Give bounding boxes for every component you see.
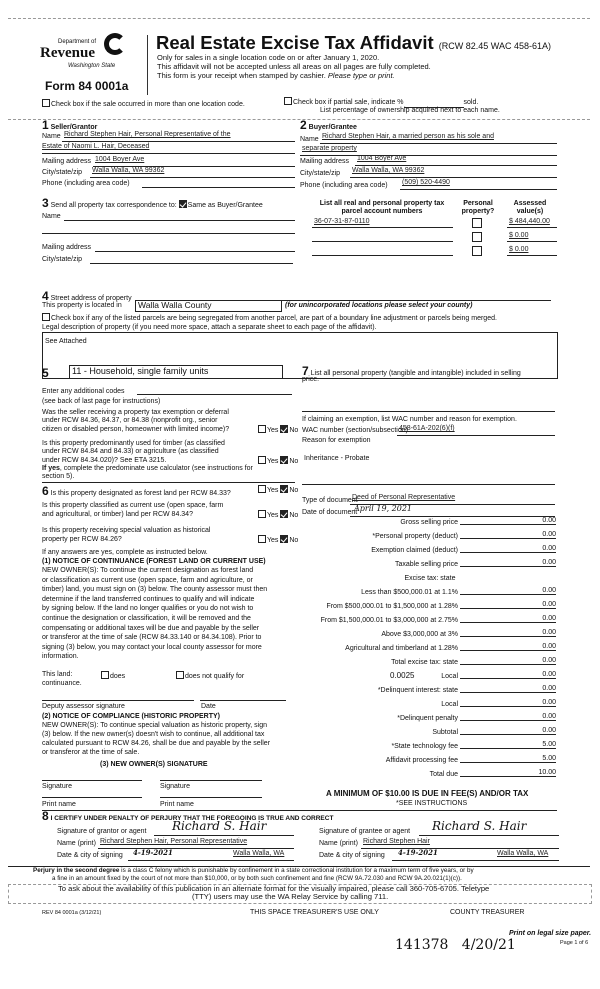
q1-line2: under RCW 84.36, 84.37, or 84.38 (nonprofit org., senior <box>42 417 218 424</box>
grantee-signature[interactable]: Richard S. Hair <box>432 819 527 833</box>
title-ref: (RCW 82.45 WAC 458-61A) <box>438 41 551 51</box>
no-label: No <box>289 458 299 465</box>
legal-paper-note: Print on legal size paper. <box>509 930 592 937</box>
header-line3-text: This form is your receipt when stamped by cashier. <box>157 71 326 80</box>
notice2-title: (2) NOTICE OF COMPLIANCE (HISTORIC PROPERTY) <box>42 713 220 720</box>
print-name-label: Print name <box>160 801 194 808</box>
seller-mailing[interactable]: 1004 Boyer Ave <box>95 156 145 163</box>
legal-label: Legal description of property (if you need more space, attach a separate sheet to each page of the affidavit). <box>42 324 377 331</box>
yes-checkbox[interactable] <box>258 485 266 493</box>
fee-label: From $1,500,000.01 to $3,000,000 at 2.75% <box>320 617 458 624</box>
segregate-checkbox-row[interactable] <box>42 313 497 323</box>
yes-checkbox[interactable] <box>258 425 266 433</box>
county-select[interactable] <box>135 300 282 312</box>
q2-note <box>42 465 253 473</box>
dor-logo-icon <box>104 33 126 55</box>
notice1-line: NEW OWNER(S): To continue the current designation as forest land <box>42 567 254 574</box>
segregate-label: Check box if any of the listed parcels are being segregated from another parcel, are part of a boundary line adjustment or parcels being merged. <box>51 315 497 322</box>
multi-location-checkbox[interactable] <box>42 99 245 109</box>
perjury-bold: Perjury in the second degree <box>33 867 120 874</box>
codes-note: (see back of last page for instructions) <box>42 398 161 405</box>
exempt-label: If claiming an exemption, list WAC number and reason for exemption. <box>302 416 517 423</box>
deputy-date-field[interactable] <box>200 700 286 701</box>
owner-print-field-2[interactable] <box>160 797 262 798</box>
fee-label: Taxable selling price <box>394 561 458 568</box>
grantee-name-label: Name (print) <box>319 840 358 847</box>
notice1-line: continue the designation or classification, it will be removed and the <box>42 615 251 622</box>
no-checkbox[interactable] <box>280 535 288 543</box>
fee-label: Agricultural and timberland at 1.28% <box>345 645 458 652</box>
notice1-line: compensating or additional taxes will be due and payable by the seller <box>42 624 260 632</box>
fee-value[interactable]: 0.00 <box>460 587 556 595</box>
buyer-name-line2[interactable]: separate property <box>302 145 357 152</box>
corr-city-label: City/state/zip <box>42 256 83 263</box>
fee-value[interactable]: 0.00 <box>460 531 556 539</box>
fee-value[interactable]: 10.00 <box>460 769 556 777</box>
street-label: Street address of property <box>50 295 132 302</box>
s6-q3-line1: Is this property receiving special valuation as historical <box>42 527 211 534</box>
doc-type-value[interactable]: Deed of Personal Representative <box>352 494 456 501</box>
fee-label: Affidavit processing fee <box>385 757 458 764</box>
doc-date-label: Date of document <box>302 509 358 516</box>
yes-label: Yes <box>267 512 279 519</box>
segregate-checkbox[interactable] <box>42 313 50 321</box>
print-name-label: Print name <box>42 801 76 808</box>
does-not-checkbox[interactable] <box>176 671 184 679</box>
grantor-city[interactable]: Walla Walla, WA <box>233 850 285 857</box>
fee-label: *State technology fee <box>391 743 458 750</box>
notice1-title: (1) NOTICE OF CONTINUANCE (FOREST LAND OR CURRENT USE) <box>42 558 266 565</box>
yes-label: Yes <box>267 427 279 434</box>
reason-value[interactable]: Inheritance - Probate <box>304 455 370 462</box>
rev-number: REV 84 0001a (3/12/21) <box>42 910 102 916</box>
s6-q1 <box>42 485 231 498</box>
parcel-header: List all real and personal property tax parcel account numbers <box>319 200 445 215</box>
county-note: (for unincorporated locations please select your county) <box>285 302 473 309</box>
corr-name-field[interactable] <box>64 220 295 221</box>
value-underline <box>507 227 557 228</box>
q2-line3: under RCW 84.34.020)? See ETA 3215. <box>42 457 167 464</box>
parcel-number[interactable]: 36-07-31-87-0110 <box>314 218 370 225</box>
assessed-value[interactable]: $ 484,440.00 <box>509 218 550 225</box>
underline <box>392 860 559 861</box>
no-label: No <box>289 537 299 544</box>
underline <box>128 860 294 861</box>
minimum-notice: A MINIMUM OF $10.00 IS DUE IN FEE(S) AND/OR TAX <box>326 789 529 798</box>
checkbox[interactable] <box>42 99 50 107</box>
yes-checkbox[interactable] <box>258 510 266 518</box>
ownership-note: List percentage of ownership acquired next to each name. <box>320 107 500 114</box>
buyer-name-label: Name <box>300 136 319 143</box>
section-number: 8 <box>42 809 49 823</box>
underline <box>62 141 295 142</box>
multi-location-label: Check box if the sale occurred in more than one location code. <box>51 101 245 108</box>
perjury-text: is a class C felony which is punishable by confinement in a state correctional institution for a maximum term of five years, or by <box>119 867 474 874</box>
same-as-buyer-checkbox[interactable] <box>179 200 187 208</box>
notice1-line: or transferor at the time of sale (RCW 84.33.140 or 84.34.108). Prior to <box>42 634 262 642</box>
fee-label: *Personal property (deduct) <box>372 533 458 540</box>
see-instructions: *SEE INSTRUCTIONS <box>396 800 468 807</box>
notice1-line: or classification as current use (open space, farm and agriculture, or <box>42 576 253 584</box>
county-value: Walla Walla County <box>138 300 212 310</box>
fee-label: Gross selling price <box>400 519 458 526</box>
checkbox[interactable] <box>284 97 292 105</box>
underline <box>355 165 557 166</box>
fee-label: Less than $500,000.01 at 1.1% <box>361 589 458 596</box>
yes-checkbox[interactable] <box>258 535 266 543</box>
q1-line3: citizen or disabled person, homeowner with limited income)? <box>42 426 230 433</box>
deputy-sig-label: Deputy assessor signature <box>42 703 125 710</box>
divider <box>42 482 295 483</box>
buyer-mailing[interactable]: 1004 Boyer Ave <box>357 155 407 162</box>
s7-label-l2: price. <box>302 376 320 383</box>
continuance-label: continuance. <box>42 680 82 687</box>
seller-phone-field[interactable] <box>142 187 295 188</box>
tty-line1: To ask about the availability of this publication in an alternate format for the visually impaired, please call 360-705-6705. Teletype <box>58 884 490 893</box>
yes-label: Yes <box>267 487 279 494</box>
value-underline <box>507 241 557 242</box>
fee-label: *Delinquent interest: state <box>377 687 458 694</box>
section-number: 6 <box>42 484 49 498</box>
notice2-line: calculated pursuant to RCW 84.26, shall be due and payable by the seller <box>42 740 271 747</box>
this-land-label: This land: <box>42 671 73 678</box>
corr-mailing-label: Mailing address <box>42 244 92 251</box>
owner-print-field-1[interactable] <box>42 797 142 798</box>
notice1-line: determine if the land transferred continues to qualify and will indicate <box>42 595 255 603</box>
grantee-sig-label: Signature of grantee or agent <box>319 828 411 835</box>
grantee-name[interactable]: Richard Stephen Hair <box>363 838 430 845</box>
correspondence-label: Send all property tax correspondence to: <box>50 202 177 209</box>
no-checkbox[interactable] <box>280 425 288 433</box>
personal-property-checkbox[interactable] <box>472 232 482 242</box>
section-number: 5 <box>42 366 49 380</box>
personal-header: Personal property? <box>461 200 495 215</box>
underline <box>302 484 555 485</box>
assessed-header: Assessed value(s) <box>513 200 547 215</box>
use-code-value: 11 - Household, single family units <box>72 366 209 376</box>
underline <box>90 177 295 178</box>
s6-q1-answer <box>258 485 298 495</box>
parcel-underline <box>312 255 453 256</box>
s7-label-text: List all personal property (tangible and intangible) included in selling <box>310 370 521 377</box>
notice1-line: signing (3) below, you may contact your local county assessor for more <box>42 643 262 651</box>
grantor-date-label: Date & city of signing <box>57 852 123 859</box>
q1-line1: Was the seller receiving a property tax exemption or deferral <box>42 409 229 416</box>
q2-note2: section 5). <box>42 473 75 480</box>
buyer-phone[interactable]: (509) 520-4490 <box>402 179 450 186</box>
fee-value[interactable]: 0.00 <box>460 629 556 637</box>
fee-label: Above $3,000,000 at 3% <box>381 631 458 638</box>
grantor-name-label: Name (print) <box>57 840 96 847</box>
seller-city[interactable]: Walla Walla, WA 99362 <box>92 167 165 174</box>
fee-value[interactable]: 0.00 <box>460 559 556 567</box>
agency-line1: Department of <box>58 39 97 45</box>
s6-q3-answer <box>258 535 298 545</box>
personal-property-field[interactable] <box>302 411 555 412</box>
s6-q2-answer <box>258 510 298 520</box>
wac-value[interactable]: 458-61A-202(6)(f) <box>399 425 455 432</box>
fee-value[interactable]: 0.00 <box>460 699 556 707</box>
reason-label: Reason for exemption <box>302 437 371 444</box>
s6-q2-line1: Is this property classified as current use (open space, farm <box>42 502 224 509</box>
fee-label: *Delinquent penalty <box>397 715 458 722</box>
fee-value[interactable]: 0.00 <box>460 615 556 623</box>
assessed-value[interactable]: $ 0.00 <box>509 246 529 253</box>
fee-value[interactable]: 0.00 <box>460 545 556 553</box>
notice1-line: by signing below. If the land no longer qualifies or you do not wish to <box>42 605 254 613</box>
buyer-name-line1[interactable]: Richard Stephen Hair, a married person as his sole and <box>322 133 494 140</box>
seller-name-line2[interactable]: Estate of Naomi L. Hair, Deceased <box>42 143 150 150</box>
perjury-line1 <box>33 868 474 875</box>
codes-label: Enter any additional codes <box>42 388 125 395</box>
fee-value[interactable]: 0.00 <box>460 727 556 735</box>
s7-label <box>302 365 521 378</box>
assessed-value[interactable]: $ 0.00 <box>509 232 529 239</box>
does-not-checkbox-row[interactable] <box>176 671 244 681</box>
does-not-label: does not qualify for <box>185 673 245 680</box>
fee-label: Local <box>441 701 458 708</box>
no-label: No <box>289 487 299 494</box>
fee-value[interactable]: 0.00 <box>460 671 556 679</box>
fee-value[interactable]: 0.00 <box>460 685 556 693</box>
underline <box>154 835 294 836</box>
agency-line3: Washington State <box>68 63 116 69</box>
underline <box>320 143 557 144</box>
fee-label: Subtotal <box>432 729 458 736</box>
personal-property-checkbox[interactable] <box>472 246 482 256</box>
county-treasurer: COUNTY TREASURER <box>450 909 525 916</box>
fee-value[interactable]: 0.00 <box>460 713 556 721</box>
use-code-select[interactable] <box>69 365 283 379</box>
seller-heading-text: Seller/Grantor <box>50 124 98 131</box>
yes-label: Yes <box>267 537 279 544</box>
q1-answer <box>258 425 298 435</box>
grantor-date[interactable]: 4-19-2021 <box>133 848 173 857</box>
seller-name-line1[interactable]: Richard Stephen Hair, Personal Representative of the <box>64 131 231 138</box>
wac-label: WAC number (section/subsection) <box>302 427 408 434</box>
header-line2: This affidavit will not be accepted unless all areas on all pages are fully completed. <box>157 62 431 71</box>
fee-label: Local <box>441 673 458 680</box>
s6-q3-line2: property per RCW 84.26? <box>42 536 122 543</box>
signature-label: Signature <box>42 783 72 790</box>
q2-answer <box>258 456 298 466</box>
seller-phone-label: Phone (including area code) <box>42 180 130 187</box>
header-line3 <box>157 72 395 80</box>
local-rate: 0.0025 <box>390 671 415 680</box>
q2-line1: Is this property predominantly used for timber (as classified <box>42 440 225 447</box>
parcel-underline <box>312 227 453 228</box>
fee-label: Exemption claimed (deduct) <box>371 547 458 554</box>
underline <box>300 155 557 156</box>
tty-line2: (TTY) users may use the WA Relay Service by calling 711. <box>192 892 389 901</box>
q2-note-bold: If yes <box>42 465 60 472</box>
buyer-phone-label: Phone (including area code) <box>300 182 388 189</box>
buyer-heading <box>300 119 357 132</box>
fee-value[interactable]: 5.00 <box>460 741 556 749</box>
buyer-mailing-label: Mailing address <box>300 158 350 165</box>
does-label: does <box>110 673 126 680</box>
notice1-line: information. <box>42 653 79 661</box>
grantee-date[interactable]: 4-19-2021 <box>398 848 438 857</box>
no-checkbox[interactable] <box>280 510 288 518</box>
perjury-line2: a fine in an amount fixed by the court of not more than $10,000, or by both such confinement and fine (RCW 9A.72.030 and RCW 9A.20.021(1)(c)). <box>52 875 462 882</box>
grantee-date-label: Date & city of signing <box>319 852 385 859</box>
no-checkbox[interactable] <box>280 485 288 493</box>
corr-name-field-2[interactable] <box>42 233 295 234</box>
does-checkbox[interactable] <box>101 671 109 679</box>
additional-codes-field[interactable] <box>137 394 292 395</box>
form-number: Form 84 0001a <box>45 79 129 93</box>
notice1-line: timber) land, you must sign on (3) below. The county assessor must then <box>42 586 268 594</box>
page-title <box>156 33 551 53</box>
header-line3-italic: Please type or print. <box>327 71 395 80</box>
notice3-title: (3) NEW OWNER(S) SIGNATURE <box>100 761 208 768</box>
underline <box>98 848 294 849</box>
fee-value[interactable]: 0.00 <box>460 643 556 651</box>
correspondence-row <box>42 197 263 210</box>
buyer-heading-text: Buyer/Grantee <box>308 124 357 131</box>
fee-label: Total due <box>429 771 458 778</box>
certify-text: I CERTIFY UNDER PENALTY OF PERJURY THAT THE FOREGOING IS TRUE AND CORRECT <box>50 815 334 822</box>
fee-label: Total excise tax: state <box>391 659 458 666</box>
corr-name-label: Name <box>42 213 61 220</box>
buyer-city-label: City/state/zip <box>300 170 341 177</box>
does-checkbox-row[interactable] <box>101 671 125 681</box>
doc-date-value[interactable]: April 19, 2021 <box>354 504 413 513</box>
title-text: Real Estate Excise Tax Affidavit <box>156 32 434 53</box>
legal-description-value: See Attached <box>45 338 87 345</box>
parcel-underline <box>312 241 453 242</box>
partial-sale-label: Check box if partial sale, indicate % <box>293 99 404 106</box>
fee-value[interactable]: 5.00 <box>460 755 556 763</box>
fee-label: Excise tax: state <box>404 575 456 582</box>
underline <box>42 153 295 154</box>
grantor-name[interactable]: Richard Stephen Hair, Personal Representative <box>100 838 248 845</box>
section-number: 7 <box>302 364 309 378</box>
underline <box>419 835 559 836</box>
no-label: No <box>289 512 299 519</box>
no-label: No <box>289 427 299 434</box>
fee-value[interactable]: 0.00 <box>460 517 556 525</box>
yes-label: Yes <box>267 458 279 465</box>
section-number: 3 <box>42 196 49 210</box>
treasurer-stamp: 141378 4/20/21 <box>395 937 516 953</box>
yes-checkbox[interactable] <box>258 456 266 464</box>
grantor-signature[interactable]: Richard S. Hair <box>172 819 267 833</box>
s6-q1-text: Is this property designated as forest land per RCW 84.33? <box>50 490 231 497</box>
deputy-signature-field[interactable] <box>42 700 194 701</box>
seller-name-label: Name <box>42 133 61 140</box>
no-checkbox[interactable] <box>280 456 288 464</box>
personal-property-checkbox[interactable] <box>472 218 482 228</box>
owner-signature-field-2[interactable] <box>160 780 262 781</box>
underline <box>350 177 557 178</box>
section-number: 2 <box>300 118 307 132</box>
header-divider <box>147 35 148 95</box>
fee-value[interactable]: 0.00 <box>460 601 556 609</box>
grantee-city[interactable]: Walla Walla, WA <box>497 850 549 857</box>
page-number: Page 1 of 6 <box>560 940 589 946</box>
seller-city-label: City/state/zip <box>42 169 83 176</box>
s6-q2-line2: and agricultural, or timber) land per RCW 84.34? <box>42 511 193 518</box>
header-line1: Only for sales in a single location code on or after January 1, 2020. <box>157 53 380 62</box>
notice2-line: (3) below. If the new owner(s) doesn't wish to continue, all additional tax <box>42 731 265 738</box>
same-as-buyer-label: Same as Buyer/Grantee <box>187 202 263 209</box>
agency-line2: Revenue <box>40 45 95 61</box>
partial-sale-suffix: sold. <box>463 99 479 106</box>
owner-signature-field-1[interactable] <box>42 780 142 781</box>
section-number: 4 <box>42 289 49 303</box>
deputy-date-label: Date <box>201 703 216 710</box>
value-underline <box>507 255 557 256</box>
underline <box>397 435 555 436</box>
buyer-city[interactable]: Walla Walla, WA 99362 <box>352 167 425 174</box>
notice2-line: NEW OWNER(S): To continue special valuation as historic property, sign <box>42 722 267 729</box>
treasurer-use: THIS SPACE TREASURER'S USE ONLY <box>250 909 379 916</box>
corr-mailing-field[interactable] <box>95 251 295 252</box>
underline <box>400 189 557 190</box>
grantor-sig-label: Signature of grantor or agent <box>57 828 147 835</box>
q2-line2: under RCW 84.84 and 84.33) or agriculture (as classified <box>42 448 219 455</box>
fee-label: From $500,000.01 to $1,500,000 at 1.28% <box>326 603 458 610</box>
notice2-line: or transferor at the time of sale. <box>42 749 140 756</box>
underline <box>361 848 559 849</box>
corr-city-field[interactable] <box>90 263 293 264</box>
located-label: This property is located in <box>42 302 122 309</box>
q2-note-text: , complete the predominate use calculator (see instructions for <box>59 465 253 472</box>
if-any: If any answers are yes, complete as instructed below. <box>42 549 208 556</box>
seller-mailing-label: Mailing address <box>42 158 92 165</box>
doc-type-label: Type of document <box>302 497 358 504</box>
signature-label: Signature <box>160 783 190 790</box>
fee-value[interactable]: 0.00 <box>460 657 556 665</box>
section-number: 1 <box>42 118 49 132</box>
